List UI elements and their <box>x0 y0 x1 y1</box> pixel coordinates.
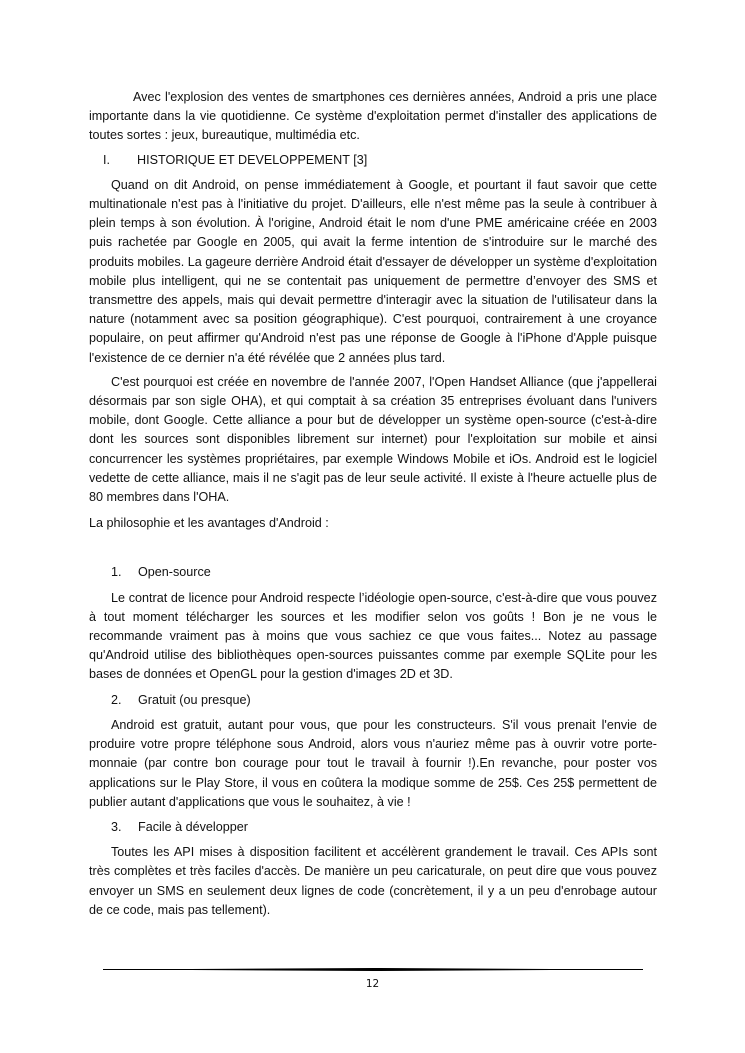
list-item-number: 2. <box>111 692 122 707</box>
list-item-heading <box>89 818 657 837</box>
history-paragraph-2: C'est pourquoi est créée en novembre de l'année 2007, l'Open Handset Alliance (que j'appellerai désormais par son sigle OHA), et qui comptait à sa création 35 entreprises évoluant dans l'univers mobile, dont Google. Cette alliance a pour but de développer un système open-source (c'est-à-dire dont les sources sont disponibles librement sur internet) pour l'exploitation sur mobile et ainsi concurrencer les systèmes propriétaires, par exemple Windows Mobile et iOs. Android est le logiciel vedette de cette alliance, mais il ne s'agit pas de leur seule activité. Il existe à l'heure actuelle plus de 80 membres dans l'OHA. <box>89 374 657 505</box>
list-item-title: Gratuit (ou presque) <box>138 692 251 707</box>
list-item-body: Toutes les API mises à disposition facilitent et accélèrent grandement le travail. Ces APIs sont très complètes et très faciles d'accès. De manière un peu caricaturale, on peut dire que vous pouvez envoyer un SMS en seulement deux lignes de code (concrètement, il y a un peu d'enrobage autour de ce code, mais pas tellement). <box>89 845 657 917</box>
list-item-body: Le contrat de licence pour Android respecte l’idéologie open-source, c'est-à-dire que vous pouvez à tout moment télécharger les sources et les modifier selon vos goûts ! Bon je ne vous le recommande vraiment pas à moins que vous sachiez ce que vous faites... Notez au passage qu'Android utilise des bibliothèques open-sources puissantes comme par exemple SQLite pour les bases de données et OpenGL pour la gestion d'images 2D et 3D. <box>89 590 657 682</box>
philosophy-label: La philosophie et les avantages d'Android : <box>89 516 329 531</box>
list-item-number: 1. <box>111 565 122 580</box>
section-number: I. <box>103 152 110 167</box>
list-item-heading <box>89 563 657 582</box>
intro-paragraph: Avec l'explosion des ventes de smartphones ces dernières années, Android a pris une place importante dans la vie quotidienne. Ce système d'exploitation permet d'installer des applications de toutes sortes : jeux, bureautique, multimédia etc. <box>89 90 657 143</box>
list-item-title: Open-source <box>138 565 211 580</box>
section-title: HISTORIQUE ET DEVELOPPEMENT [3] <box>137 152 368 167</box>
section-heading <box>103 151 657 170</box>
list-item-heading <box>89 691 657 710</box>
list-item-body: Android est gratuit, autant pour vous, que pour les constructeurs. S'il vous prenait l'envie de produire votre propre téléphone sous Android, alors vous n'auriez même pas à ouvrir votre porte-monnaie (par contre bon courage pour tout le travail à fournir !).En revanche, pour poster vos applications sur le Play Store, il vous en coûtera la modique somme de 25$. Ces 25$ permettent de publier autant d'applications que vous le souhaitez, à vie ! <box>89 717 657 809</box>
history-paragraph-1: Quand on dit Android, on pense immédiatement à Google, et pourtant il faut savoir que cette multinationale n'est pas à l'initiative du projet. D'ailleurs, elle n'est même pas la seule à contribuer à plein temps à son évolution. À l'origine, Android était le nom d'une PME américaine créée en 2003 puis rachetée par Google en 2005, qui avait la ferme intention de s'introduire sur le marché des produits mobiles. La gageure derrière Android était d'essayer de développer un système d'exploitation mobile plus intelligent, qui ne se contentait pas uniquement de permettre d’envoyer des SMS et transmettre des appels, mais qui devait permettre d'interagir avec la situation de l'utilisateur dans la nature (notamment avec sa position géographique). C'est pourquoi, contrairement à une croyance populaire, on peut affirmer qu'Android n'est pas une réponse de Google à l'iPhone d'Apple puisque l'existence de ce dernier n'a été révélée que 2 années plus tard. <box>89 177 657 365</box>
footer-rule-line <box>103 969 643 970</box>
body-text <box>89 88 657 920</box>
list-item-title: Facile à développer <box>138 819 248 834</box>
list-item-number: 3. <box>111 819 122 834</box>
page-number: 12 <box>365 978 380 990</box>
